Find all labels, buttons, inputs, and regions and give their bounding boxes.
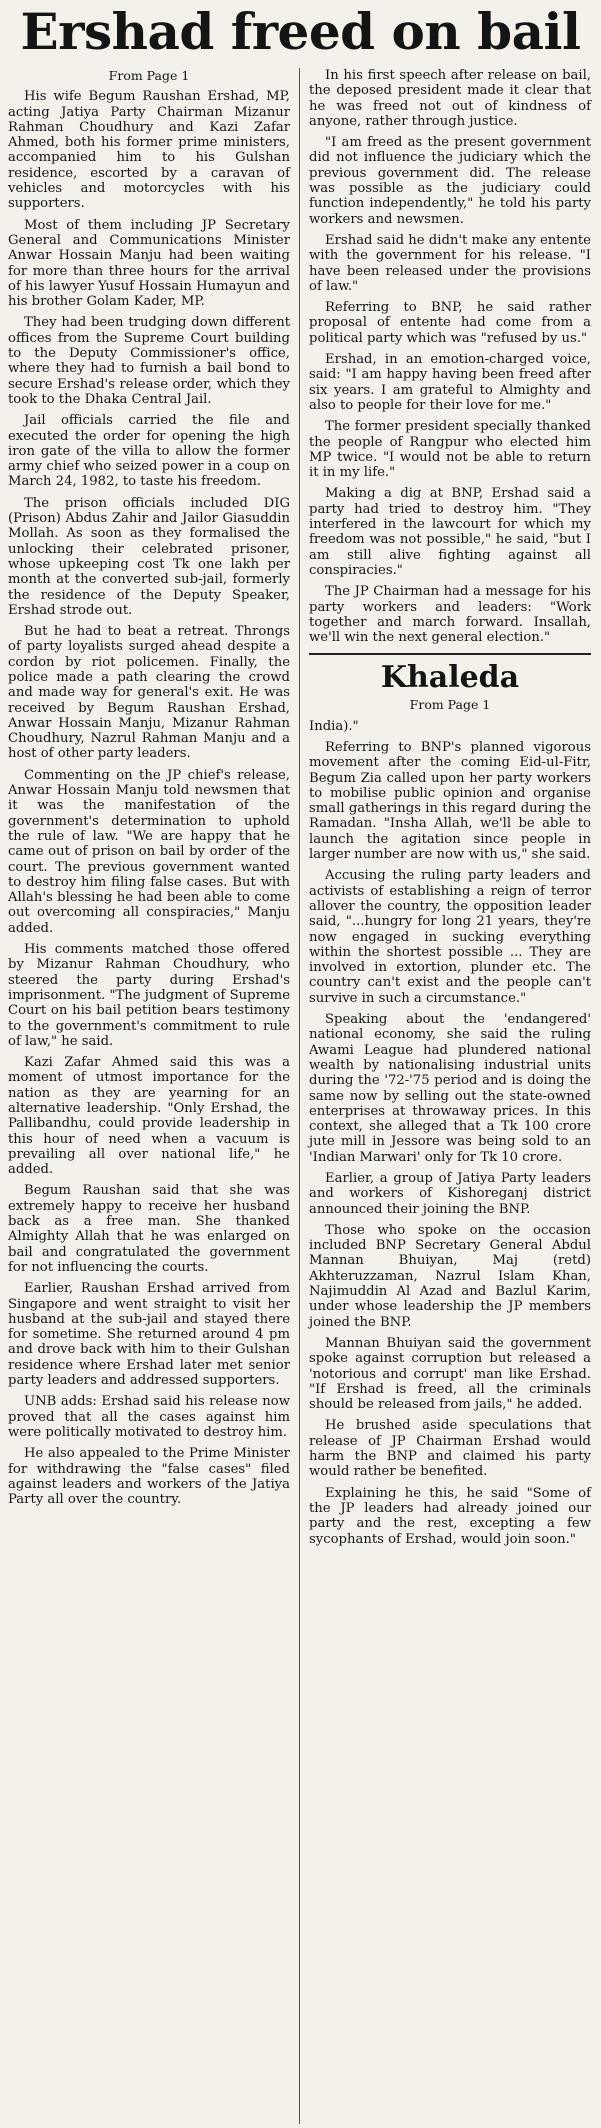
left-paragraph: Most of them including JP Secretary General and Communications Minister Anwar Hossain Manju had been waiting for more than three hours for the arrival of his lawyer Yusuf Hossain Humayun and his brother Golam Kader, MP.: [8, 217, 290, 310]
left-from-page: From Page 1: [108, 68, 190, 83]
left-paragraph: But he had to beat a retreat. Throngs of party loyalists surged ahead despite a cordon by riot policemen. Finally, the police made a path clearing the crowd and made way for general's exit. He was received by Begum Raushan Ershad, Anwar Hossain Manju, Mizanur Rahman Choudhury, Nazrul Rahman Manju and a host of other party leaders.: [8, 624, 290, 762]
right-paragraph: India).": [309, 718, 359, 734]
left-paragraph: He also appealed to the Prime Minister for withdrawing the "false cases" filed against leaders and workers of the Jatiya Party all over the country.: [8, 1446, 290, 1508]
right-paragraph: "I am freed as the present government did not influence the judiciary which the previous government did. The release was possible as the judiciary could function independently," he told his party workers and newsmen.: [309, 135, 591, 227]
left-paragraph: His comments matched those offered by Mizanur Rahman Choudhury, who steered the party during Ershad's imprisonment. "The judgment of Supreme Court on his bail petition bears testimony to the government's commitment to rule of law," he said.: [8, 942, 290, 1049]
right-paragraph: The JP Chairman had a message for his party workers and leaders: "Work together and march forward. Insallah, we'll win the next general election.": [309, 584, 591, 646]
left-paragraph: UNB adds: Ershad said his release now proved that all the cases against him were politically motivated to destroy him.: [8, 1394, 290, 1440]
right-paragraph: Referring to BNP's planned vigorous movement after the coming Eid-ul-Fitr, Begum Zia called upon her party workers to mobilise public opinion and organise small gatherings in this regard during the Ramadan. "Insha Allah, we'll be able to launch the agitation since people in larger number are now with us," she said.: [309, 739, 591, 863]
right-paragraph: In his first speech after release on bail, the deposed president made it clear that he was freed not out of kindness of anyone, rather through justice.: [309, 68, 591, 129]
left-paragraph: Kazi Zafar Ahmed said this was a moment of utmost importance for the nation as they are yearning for an alternative leadership. "Only Ershad, the Pallibandhu, could provide leadership in this hour of need when a vacuum is prevailing all over national life," he added.: [8, 1055, 290, 1178]
left-column: [8, 68, 290, 1513]
right-paragraph: The former president specially thanked the people of Rangpur who elected him MP twice. "I would not be able to return it in my life.": [309, 419, 591, 481]
right-paragraph: Earlier, a group of Jatiya Party leaders and workers of Kishoreganj district announced their joining the BNP.: [309, 1171, 591, 1217]
right-paragraph: Those who spoke on the occasion included BNP Secretary General Abdul Mannan Bhuiyan, Maj (retd) Akhteruzzaman, Nazrul Islam Khan, Najimuddin Al Azad and Bazlul Karim, under whose leadership the JP members joined the BNP.: [309, 1222, 591, 1330]
headline: Ershad freed on bail: [20, 2, 581, 61]
right-column: [309, 68, 591, 1553]
right-paragraph: Accusing the ruling party leaders and activists of establishing a reign of terror allover the country, the opposition leader said, "...hungry for long 21 years, they're now engaged in sucking everything within the shortest possible ... They are involved in extortion, plunder etc. The country can't exist and the people can't survive in such a circumstance.": [309, 868, 591, 1006]
left-paragraph: His wife Begum Raushan Ershad, MP, acting Jatiya Party Chairman Mizanur Rahman Choudhury and Kazi Zafar Ahmed, both his former prime ministers, accompanied him to his Gulshan residence, escorted by a caravan of vehicles and motorcycles with his supporters.: [8, 89, 290, 212]
right-paragraph: Mannan Bhuiyan said the government spoke against corruption but released a 'notorious and corrupt' man like Ershad. "If Ershad is freed, all the criminals should be released from jails," he added.: [309, 1335, 591, 1413]
left-paragraph: Jail officials carried the file and executed the order for opening the high iron gate of the villa to allow the former army chief who seized power in a coup on March 24, 1982, to taste his freedom.: [8, 413, 290, 490]
left-paragraph: Begum Raushan said that she was extremely happy to receive her husband back as a free man. She thanked Almighty Allah that he was enlarged on bail and congratulated the government for not influencing the courts.: [8, 1183, 290, 1275]
right-paragraph: Speaking about the 'endangered' national economy, she said the ruling Awami League had plundered national wealth by nationalising industrial units during the '72-'75 period and is doing the same now by selling out the state-owned enterprises at throwaway prices. In this context, she alleged that a Tk 100 crore jute mill in Jessore was being sold to an 'Indian Marwari' only for Tk 10 crore.: [309, 1012, 591, 1165]
right-paragraph: Referring to BNP, he said rather proposal of entente had come from a political party which was "refused by us.": [309, 300, 591, 346]
right-paragraph: Ershad, in an emotion-charged voice, said: "I am happy having been freed after six years. I am grateful to Almighty and also to people for their love for me.": [309, 352, 591, 413]
right-from-page: From Page 1: [409, 697, 491, 713]
right-paragraph: Making a dig at BNP, Ershad said a party had tried to destroy him. "They interfered in the lawcourt for which my freedom was not possible," he said, "but I am still alive fighting against all conspiracies.": [309, 486, 591, 578]
left-paragraph: Commenting on the JP chief's release, Anwar Hossain Manju told newsmen that it was the manifestation of the government's determination to uphold the rule of law. "We are happy that he came out of prison on bail by order of the court. The previous government wanted to destroy him filing false cases. But with Allah's blessing he had been able to come out overcoming all conspiracies," Manju added.: [8, 767, 290, 936]
left-paragraph: Earlier, Raushan Ershad arrived from Singapore and went straight to visit her husband at the sub-jail and stayed there for sometime. She returned around 4 pm and drove back with him to their Gulshan residence where Ershad later met senior party leaders and addressed supporters.: [8, 1281, 290, 1389]
right-paragraph: Explaining he this, he said "Some of the JP leaders had already joined our party and the rest, excepting a few sycophants of Ershad, would join soon.": [309, 1485, 591, 1547]
left-paragraph: The prison officials included DIG (Prison) Abdus Zahir and Jailor Giasuddin Mollah. As soon as they formalised the unlocking their celebrated prisoner, whose upkeeping cost Tk one lakh per month at the converted sub-jail, formerly the residence of the Deputy Speaker, Ershad strode out.: [8, 495, 290, 618]
column-divider: [299, 68, 300, 2124]
right-paragraph: He brushed aside speculations that release of JP Chairman Ershad would harm the BNP and claimed his party would rather be benefited.: [309, 1418, 591, 1480]
section-rule: [309, 653, 591, 655]
left-paragraph: They had been trudging down different offices from the Supreme Court building to the Deputy Commissioner's office, where they had to furnish a bail bond to secure Ershad's release order, which they took to the Dhaka Central Jail.: [8, 315, 290, 407]
khaleda-subheadline: Khaleda: [380, 660, 520, 696]
right-paragraph: Ershad said he didn't make any entente with the government for his release. "I have been released under the provisions of law.": [309, 232, 591, 294]
